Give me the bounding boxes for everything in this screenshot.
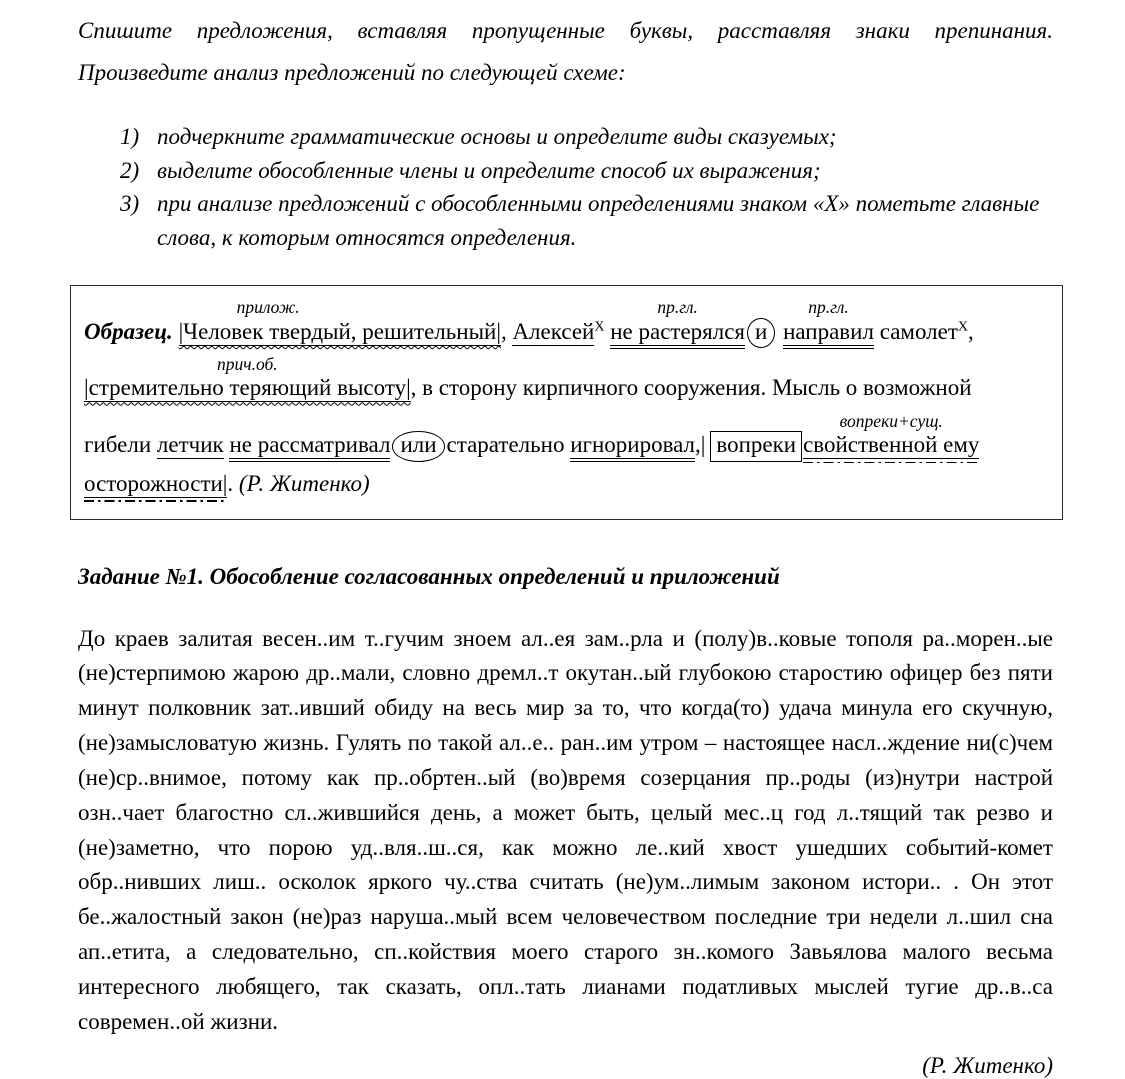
sample-line-1 [84, 290, 1048, 348]
punctuation: . [227, 470, 234, 496]
sample-line-4 [84, 462, 1048, 499]
phrase-text: |стремительно теряющий высоту| [84, 375, 411, 401]
list-item-text: подчеркните грамматические основы и определите виды сказуемых; [157, 123, 837, 149]
superscript-x: X [957, 319, 969, 335]
boxed-preposition: вопреки [710, 431, 802, 461]
phrase-text: |Человек твердый, решительный| [178, 318, 501, 344]
task-heading: Задание №1. Обособление согласованных определений и приложений [78, 563, 780, 589]
grammar-label-participle: прич.об. [216, 353, 278, 374]
underlined-subject: летчик [156, 432, 224, 458]
sample-line-2 [84, 348, 1048, 403]
grammar-label-predicate: пр.гл. [657, 297, 698, 318]
adverbial-phrase: осторожности| [84, 470, 228, 496]
underlined-predicate [783, 297, 874, 349]
predicate-text: направил [783, 318, 874, 344]
list-item-text: выделите обособленные члены и определите способ их выражения; [157, 157, 821, 183]
sample-title: Образец. [84, 318, 173, 344]
list-item [78, 120, 1053, 154]
circled-conjunction: и [747, 318, 775, 348]
adverbial-phrase [803, 410, 980, 459]
instruction-list [78, 120, 1053, 255]
author-attribution: (Р. Житенко) [238, 470, 370, 496]
list-item [78, 154, 1053, 188]
underlined-predicate: игнорировал [570, 432, 695, 462]
grammar-label-apposition: прилож. [236, 297, 300, 318]
phrase-text: свойственной ему [803, 432, 980, 458]
underlined-predicate [610, 297, 746, 349]
object-text: самолет [879, 318, 958, 344]
underlined-subject: Алексей [512, 318, 595, 344]
word: старательно [446, 432, 565, 458]
underlined-predicate: не рассматривал [229, 432, 390, 462]
punctuation: ,| [695, 432, 706, 458]
exercise-paragraph: До краев залитая весен..им т..гучим зноем ал..ея зам..рла и (полу)в..ковые тополя ра..морен..ые (не)стерпимою жарою др..мали, словно дремл..т окутан..ый глубокою старостию офицер без пяти минут полковник зат..ивший обиду на весь мир за то, что когда(то) удача минула его скучную, (не)замысловатую жизнь. Гулять по такой ал..е.. ран..им утром – настоящее насл..ждение ни(с)чем (не)ср..внимое, потому как пр..обртен..ый (во)время созерцания пр..роды (из)нутри настрой озн..чает благостно сл..жившийся день, а может быть, целый мес..ц год л..тящий так резво и (не)заметно, что порою уд..вля..ш..ся, как можно ле..кий хвост ушедших событий-комет обр..нивших лиш.. осколок яркого чу..ства считать (не)ум..лимым законом истори.. . Он этот бе..жалостный закон (не)раз наруша..мый всем человечеством последние три недели л..шил сна ап..етита, а следовательно, сп..койствия моего старого зн..комого Завьялова малого весьма интересного любящего, так сказать, опл..тать лианами податливых мыслей тугие др..в..са современ..ой жизни. [78, 625, 1053, 1034]
word: гибели [84, 432, 152, 458]
apposition-phrase [178, 297, 501, 346]
sample-box [70, 285, 1063, 520]
grammar-label-predicate: пр.гл. [808, 297, 849, 318]
list-item-number: 3) [120, 191, 140, 217]
list-item-text: при анализе предложений с обособленными определениями знаком «Х» пометьте главные слова, к которым относятся определения. [157, 191, 1040, 251]
sentence-rest: , в сторону кирпичного сооружения. Мысль о возможной [410, 375, 972, 401]
list-item [78, 187, 1053, 255]
list-item-number: 2) [120, 157, 140, 183]
intro-paragraph: Спишите предложения, вставляя пропущенные буквы, расставляя знаки препинания. Произведите анализ предложений по следующей схеме: [78, 18, 1053, 85]
sample-line-3 [84, 403, 1048, 461]
grammar-label-preposition-noun: вопреки+сущ. [839, 410, 943, 431]
punctuation: , [500, 318, 507, 344]
author-attribution: (Р. Житенко) [922, 1052, 1053, 1078]
superscript-x: X [594, 319, 605, 335]
list-item-number: 1) [120, 123, 140, 149]
participle-phrase [84, 353, 411, 402]
predicate-text: не растерялся [610, 318, 746, 344]
punctuation: , [968, 318, 974, 344]
circled-conjunction: или [392, 431, 444, 461]
